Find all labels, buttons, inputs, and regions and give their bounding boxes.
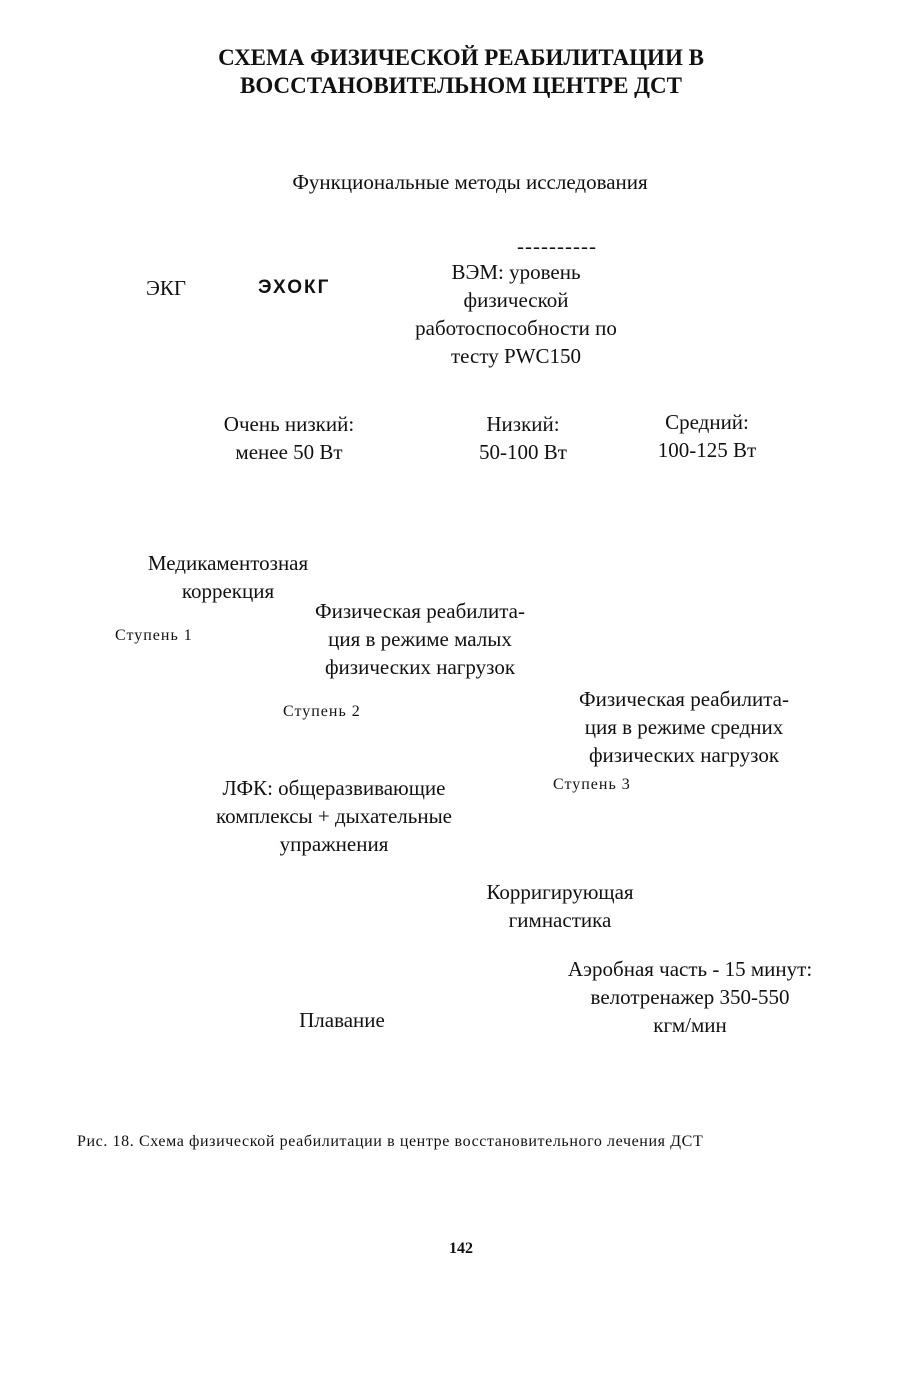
rehab-low-load: Физическая реабилита- ция в режиме малых физических нагрузок [315, 599, 525, 679]
page-number: 142 [449, 1240, 473, 1257]
level-medium: Средний: 100-125 Вт [657, 410, 757, 462]
step-3-label: Ступень 3 [553, 776, 631, 793]
level-low: Низкий: 50-100 Вт [479, 412, 567, 464]
methods-header: Функциональные методы исследования [292, 170, 648, 194]
figure-caption: Рис. 18. Схема физической реабилитации в центре восстановительного лечения ДСТ [77, 1133, 704, 1150]
step-1-label: Ступень 1 [115, 627, 193, 644]
step-2-label: Ступень 2 [283, 703, 361, 720]
medication-correction: Медикаментозная коррекция [147, 551, 309, 603]
level-very-low: Очень низкий: менее 50 Вт [223, 412, 355, 464]
method-echokg: ЭХОКГ [258, 277, 331, 298]
method-ekg: ЭКГ [146, 276, 187, 300]
document-title: СХЕМА ФИЗИЧЕСКОЙ РЕАБИЛИТАЦИИ В ВОССТАНОВИТЕЛЬНОМ ЦЕНТРЕ ДСТ [218, 45, 704, 98]
corrective-gymnastics: Корригирующая гимнастика [486, 880, 634, 932]
swimming: Плавание [299, 1008, 385, 1032]
rehab-medium-load: Физическая реабилита- ция в режиме средних физических нагрузок [579, 687, 789, 767]
method-vem: ВЭМ: уровень физической работоспособности по тесту PWC150 [415, 260, 617, 368]
dash-line: ---------- [517, 234, 597, 258]
lfk-block: ЛФК: общеразвивающие комплексы + дыхательные упражнения [215, 776, 453, 856]
aerobic-part: Аэробная часть - 15 минут: велотренажер 350-550 кгм/мин [567, 957, 813, 1037]
